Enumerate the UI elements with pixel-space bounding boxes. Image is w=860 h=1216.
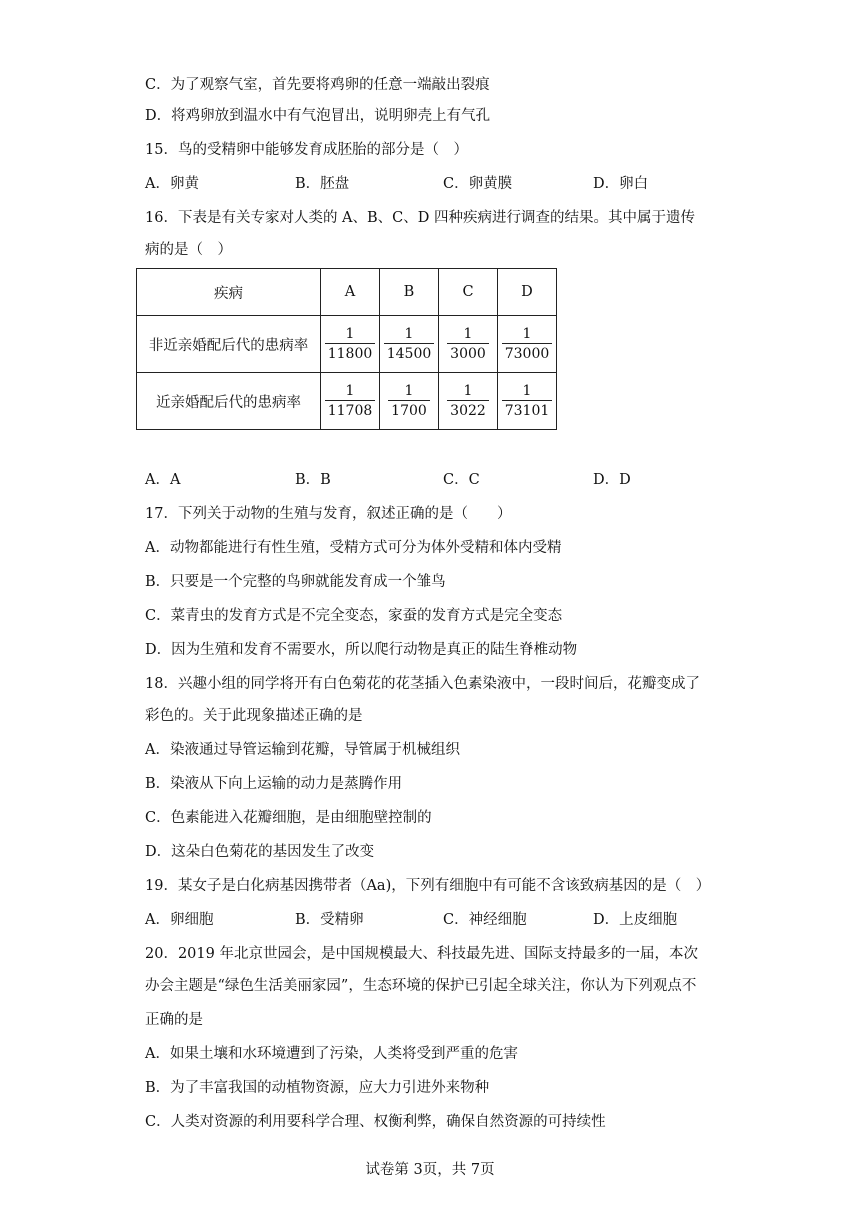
q15-options <box>145 174 705 194</box>
rate-cell <box>321 316 380 373</box>
q17-option-a: A．动物都能进行有性生殖，受精方式可分为体外受精和体内受精 <box>145 540 562 556</box>
q16-stem-line2: 病的是（ ） <box>145 242 232 258</box>
fraction: $\frac{1}{73101}$ <box>502 382 553 420</box>
q17-option-b: B．只要是一个完整的鸟卵就能发育成一个雏鸟 <box>145 574 446 590</box>
rate-cell <box>380 373 439 430</box>
q18-option-a: A．染液通过导管运输到花瓣，导管属于机械组织 <box>145 742 460 758</box>
q19-option-c: C．神经细胞 <box>443 912 527 928</box>
q17-option-d: D．因为生殖和发育不需要水，所以爬行动物是真正的陆生脊椎动物 <box>145 642 578 658</box>
row-label: 近亲婚配后代的患病率 <box>137 373 321 430</box>
row-label: 非近亲婚配后代的患病率 <box>137 316 321 373</box>
q18-option-d: D．这朵白色菊花的基因发生了改变 <box>145 844 375 860</box>
q20-stem-line2: 办会主题是“绿色生活美丽家园”，生态环境的保护已引起全球关注，你认为下列观点不 <box>145 978 697 994</box>
q14-option-d: D．将鸡卵放到温水中有气泡冒出，说明卵壳上有气孔 <box>145 108 491 124</box>
fraction: $\frac{1}{1700}$ <box>388 382 430 420</box>
q20-stem-line1: 20．2019 年北京世园会，是中国规模最大、科技最先进、国际支持最多的一届，本次 <box>145 946 698 962</box>
q18-option-b: B．染液从下向上运输的动力是蒸腾作用 <box>145 776 403 792</box>
q16-stem-line1: 16．下表是有关专家对人类的 A、B、C、D 四种疾病进行调查的结果。其中属于遗传 <box>145 210 696 226</box>
q15-option-b: B．胚盘 <box>295 176 350 192</box>
q18-stem-line2: 彩色的。关于此现象描述正确的是 <box>145 708 363 724</box>
q19-stem: 19．某女子是白化病基因携带者（Aa)，下列有细胞中有可能不含该致病基因的是（ ） <box>145 878 711 894</box>
q17-stem: 17．下列关于动物的生殖与发育，叙述正确的是（ ） <box>145 506 512 522</box>
q20-option-c: C．人类对资源的利用要科学合理、权衡利弊，确保自然资源的可持续性 <box>145 1114 606 1130</box>
q18-option-c: C．色素能进入花瓣细胞，是由细胞壁控制的 <box>145 810 432 826</box>
q20-option-a: A．如果土壤和水环境遭到了污染，人类将受到严重的危害 <box>145 1046 518 1062</box>
fraction: $\frac{1}{11708}$ <box>325 382 376 420</box>
q15-option-a: A．卵黄 <box>145 176 199 192</box>
fraction: $\frac{1}{11800}$ <box>325 325 376 363</box>
fraction: $\frac{1}{73000}$ <box>502 325 553 363</box>
q19-options <box>145 910 705 930</box>
rate-cell <box>439 373 498 430</box>
fraction: $\frac{1}{14500}$ <box>384 325 435 363</box>
q16-option-a: A．A <box>145 472 181 488</box>
q19-option-a: A．卵细胞 <box>145 912 214 928</box>
q20-stem-line3: 正确的是 <box>145 1012 203 1028</box>
table-header-cell: B <box>380 269 439 316</box>
q16-option-c: C．C <box>443 472 480 488</box>
q16-option-b: B．B <box>295 472 331 488</box>
table-header-cell: 疾病 <box>137 269 321 316</box>
page-footer: 试卷第 3页，共 7页 <box>365 1162 495 1178</box>
q15-stem: 15．鸟的受精卵中能够发育成胚胎的部分是（ ） <box>145 142 468 158</box>
q20-option-b: B．为了丰富我国的动植物资源，应大力引进外来物种 <box>145 1080 490 1096</box>
rate-cell <box>439 316 498 373</box>
table-header-cell: C <box>439 269 498 316</box>
q17-option-c: C．菜青虫的发育方式是不完全变态，家蚕的发育方式是完全变态 <box>145 608 563 624</box>
table-header-cell: D <box>498 269 557 316</box>
rate-cell <box>498 316 557 373</box>
q19-option-b: B．受精卵 <box>295 912 364 928</box>
q18-stem-line1: 18．兴趣小组的同学将开有白色菊花的花茎插入色素染液中，一段时间后，花瓣变成了 <box>145 676 700 692</box>
fraction: $\frac{1}{3022}$ <box>447 382 489 420</box>
q16-option-d: D．D <box>593 472 631 488</box>
table-row <box>137 373 557 430</box>
rate-cell <box>380 316 439 373</box>
disease-table <box>136 268 557 430</box>
q14-option-c: C．为了观察气室，首先要将鸡卵的任意一端敲出裂痕 <box>145 77 490 93</box>
table-row <box>137 316 557 373</box>
q15-option-c: C．卵黄膜 <box>443 176 513 192</box>
table-header-cell: A <box>321 269 380 316</box>
rate-cell <box>498 373 557 430</box>
q19-option-d: D．上皮细胞 <box>593 912 678 928</box>
rate-cell <box>321 373 380 430</box>
q16-options <box>145 470 705 490</box>
fraction: $\frac{1}{3000}$ <box>447 325 489 363</box>
q15-option-d: D．卵白 <box>593 176 649 192</box>
table-header-row <box>137 269 557 316</box>
